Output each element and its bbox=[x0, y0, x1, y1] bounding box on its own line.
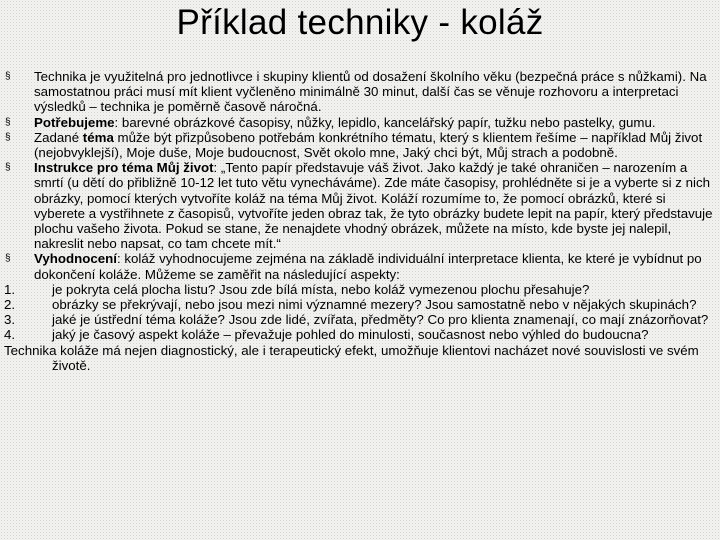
bullet-bold-label: Instrukce pro téma Můj život bbox=[34, 160, 214, 176]
bullet-evaluation bbox=[4, 251, 716, 281]
numbered-item-coverage bbox=[4, 282, 716, 297]
slide-title: Příklad techniky - koláž bbox=[176, 3, 544, 42]
closing-paragraph: Technika koláže má nejen diagnostický, ale i terapeutický efekt, umožňuje klientovi nacházet nové souvislosti ve svém životě. bbox=[4, 342, 699, 373]
bullet-usage bbox=[4, 69, 716, 115]
number-marker: 3. bbox=[4, 312, 16, 328]
bullet-materials bbox=[4, 115, 716, 130]
numbered-text: jaké je ústřední téma koláže? Jsou zde lidé, zvířata, předměty? Co pro klienta znamenají, co mají znázorňovat? bbox=[52, 312, 709, 328]
bullet-text: : koláž vyhodnocujeme zejména na základě individuální interpretace klienta, ke které je vybídnut po dokončení koláže. Můžeme se zaměřit na následující aspekty: bbox=[34, 251, 702, 282]
numbered-text: je pokryta celá plocha listu? Jsou zde bílá místa, nebo koláž vymezenou plochu přesahuje? bbox=[52, 281, 590, 297]
numbered-item-overlap bbox=[4, 297, 716, 312]
bullet-marker: § bbox=[5, 162, 11, 174]
numbered-item-theme bbox=[4, 312, 716, 327]
bullet-text: může být přizpůsobeno potřebám konkrétního tématu, který s klientem řešíme – například Můj život (nejobvyklejší), Moje duše, Moje budoucnost, Svět okolo mne, Jaký chci být, Můj strach a podobně. bbox=[34, 129, 703, 161]
bullet-bold-label: Potřebujeme bbox=[34, 114, 115, 130]
number-marker: 2. bbox=[4, 297, 16, 313]
bullet-bold-label: Vyhodnocení bbox=[34, 251, 117, 267]
bullet-topic bbox=[4, 130, 716, 160]
bullet-text: : „Tento papír představuje váš život. Jako každý je také ohraničen – narozením a smrtí (u dětí do přibližně 10-12 let tuto větu vynecháváme). Zde máte časopisy, prohlédněte si je a vyberte si z nich obrázky, pomocí kterých vytvoříte koláž na téma Můj život. Koláží rozumíme to, že pomocí obrázků, které si vyberete a vystřihnete z časopisů, vytvoříte jeden obraz tak, že tyto obrázky budete lepit na papír, který představuje plochu vašeho života. Pokud se stane, že nenajdete vhodný obrázek, můžete na místo, kde byste jej nalepil, nakreslit nebo napsat, co tam chcete mít.“ bbox=[34, 160, 713, 252]
bullet-marker: § bbox=[5, 253, 11, 265]
bullet-instructions bbox=[4, 160, 716, 251]
numbered-item-time bbox=[4, 327, 716, 342]
number-marker: 1. bbox=[4, 281, 16, 297]
bullet-marker: § bbox=[5, 116, 11, 128]
bullet-prefix: Zadané bbox=[34, 129, 83, 145]
bullet-marker: § bbox=[5, 71, 11, 82]
slide-content bbox=[4, 69, 716, 373]
numbered-text: obrázky se překrývají, nebo jsou mezi nimi významné mezery? Jsou samostatně nebo v nějakých skupinách? bbox=[52, 297, 697, 313]
bullet-marker: § bbox=[5, 131, 11, 143]
numbered-text: jaký je časový aspekt koláže – převažuje pohled do minulosti, současnost nebo výhled do budoucna? bbox=[52, 327, 649, 343]
bullet-text: Technika je využitelná pro jednotlivce i skupiny klientů od dosažení školního věku (bezpečná práce s nůžkami). Na samostatnou práci musí mít klient vyčleněno minimálně 30 minut, další čas se věnuje rozhovoru a interpretaci výsledků – technika je poměrně časově náročná. bbox=[34, 69, 707, 115]
bullet-bold-label: téma bbox=[82, 129, 114, 145]
number-marker: 4. bbox=[4, 327, 16, 343]
bullet-text: : barevné obrázkové časopisy, nůžky, lepidlo, kancelářský papír, tužku nebo pastelky, gumu. bbox=[114, 114, 656, 130]
